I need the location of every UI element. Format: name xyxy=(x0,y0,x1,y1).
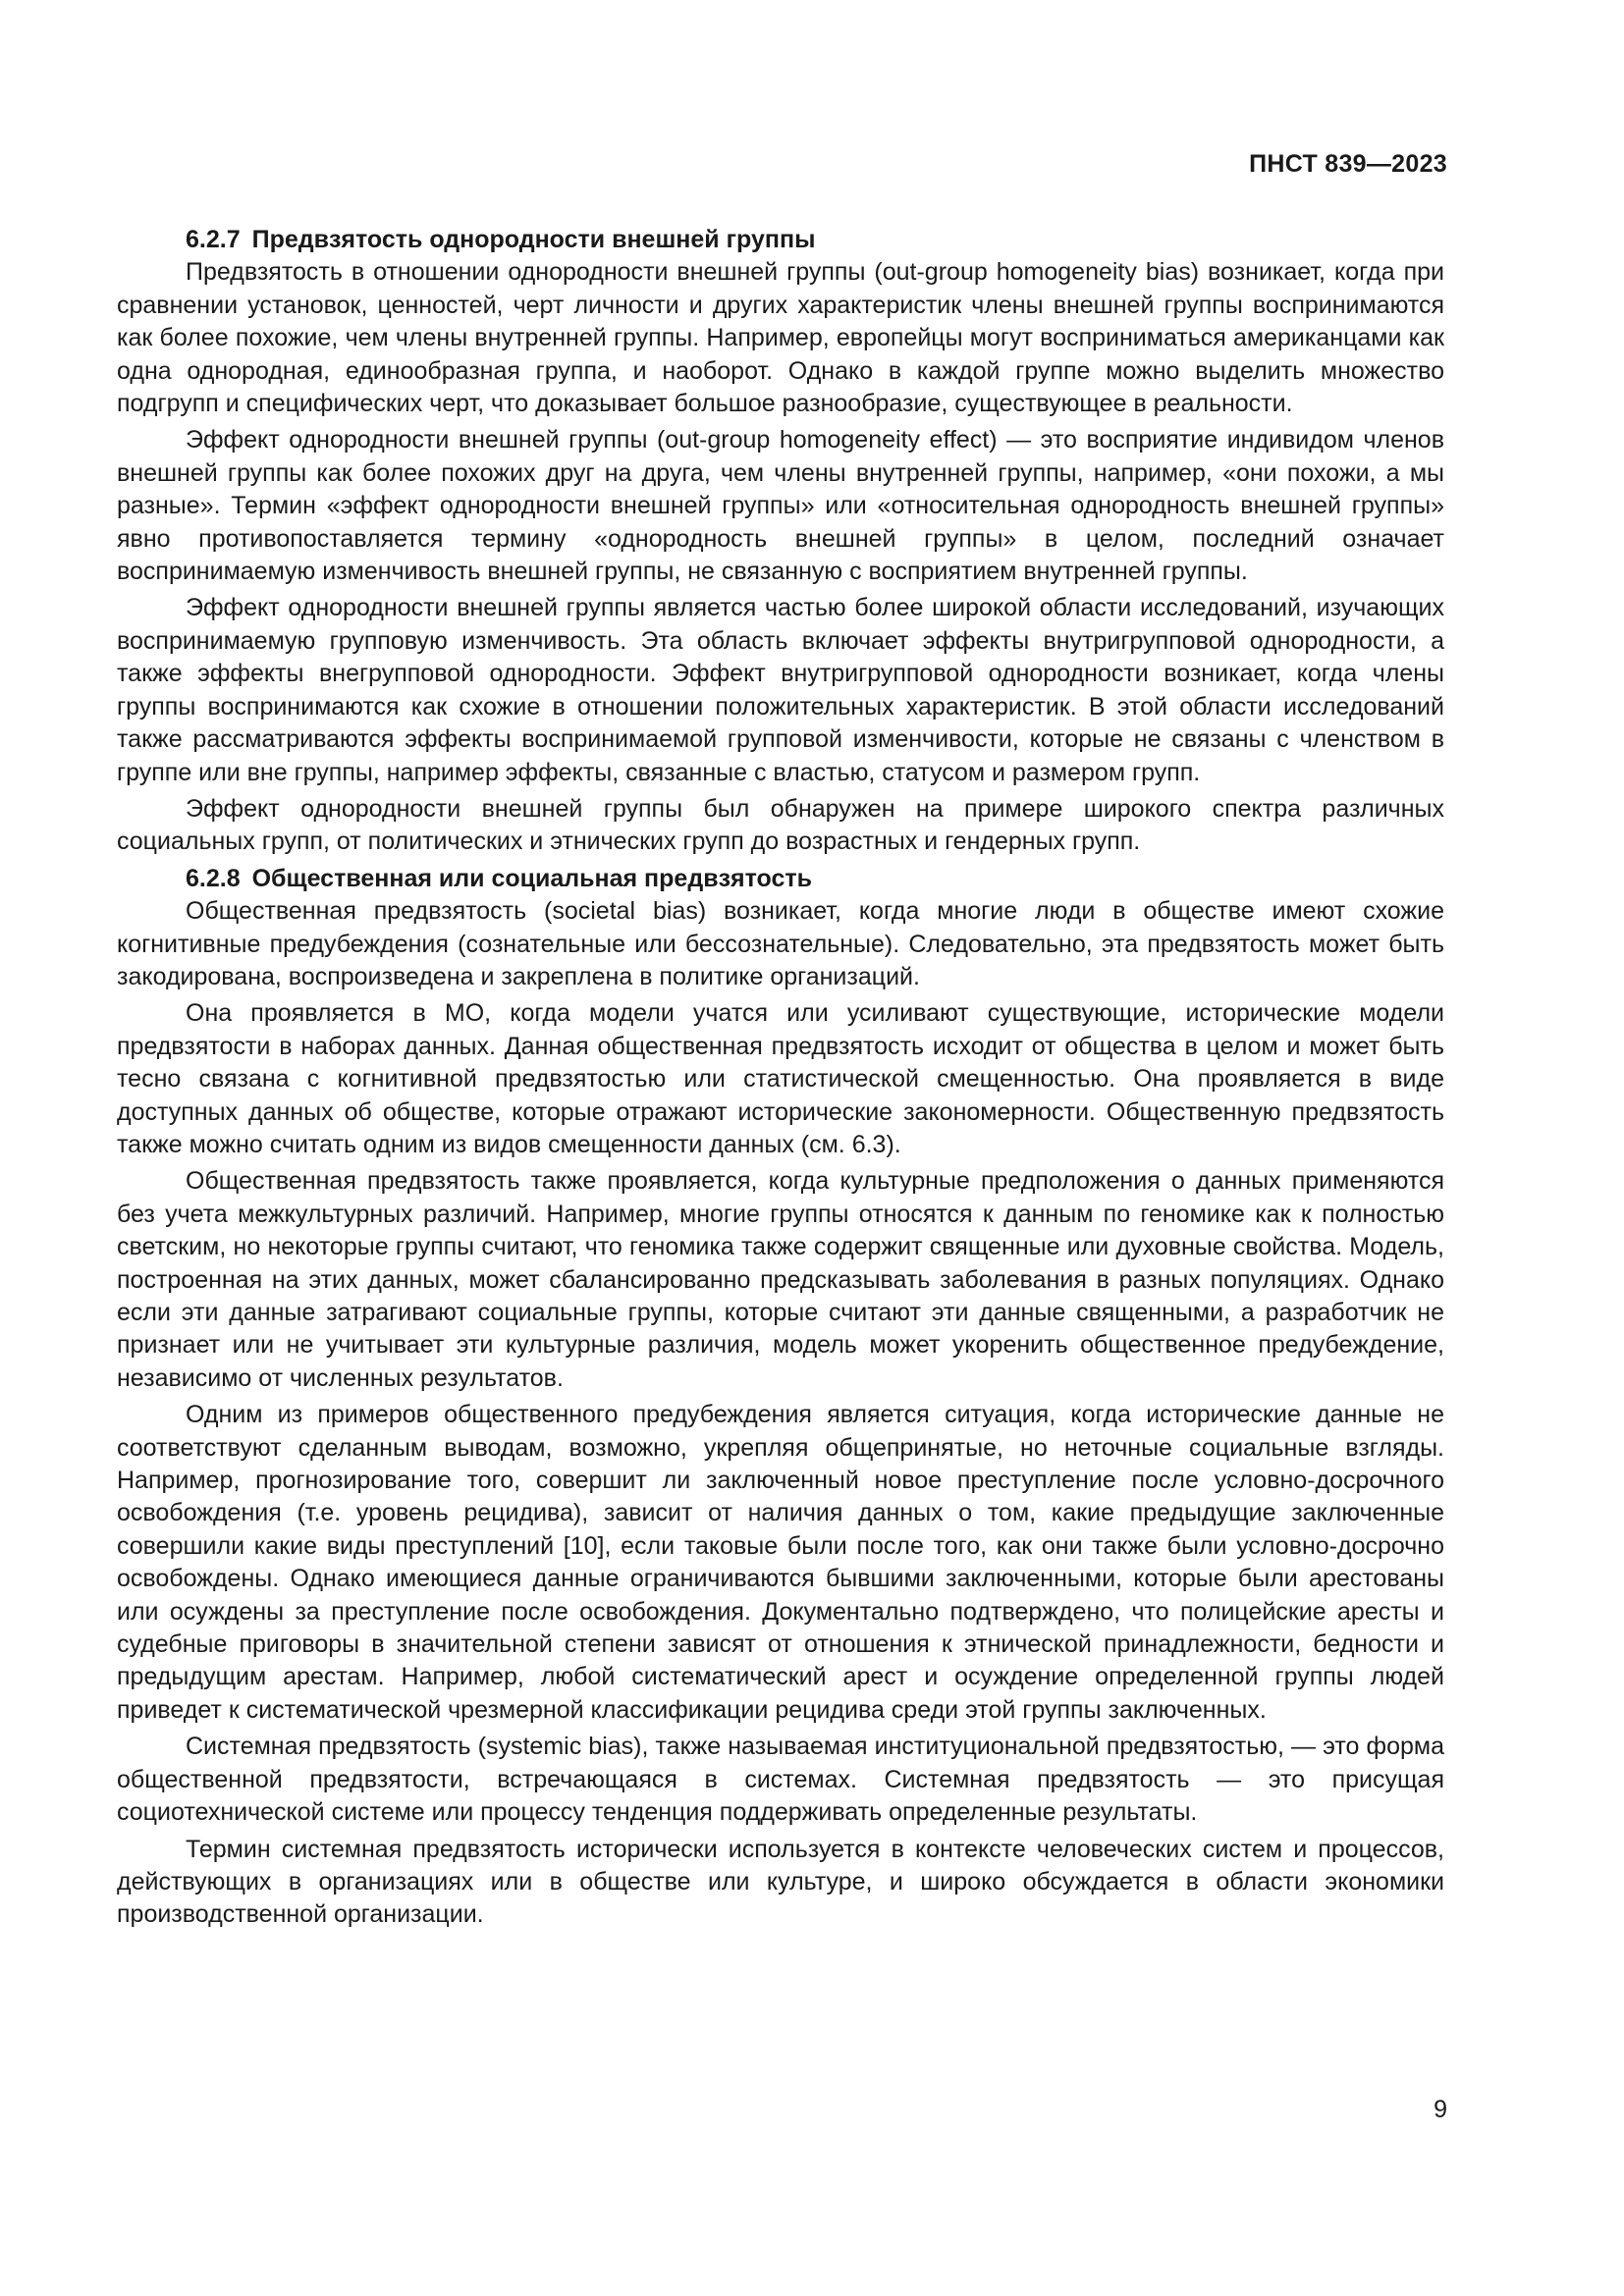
section-number: 6.2.7 xyxy=(186,226,241,253)
paragraph: Общественная предвзятость (societal bias) возникает, когда многие люди в обществе имеют схожие когнитивные предубеждения (сознательные или бессознательные). Следовательно, эта предвзятость может быть закодирована, воспроизведена и закреплена в политике организаций. xyxy=(117,897,1444,990)
section-number: 6.2.8 xyxy=(186,864,241,892)
paragraph: Системная предвзятость (systemic bias), также называемая институциональной предвзятостью, — это форма общественной предвзятости, встречающаяся в системах. Системная предвзятость — это присущая социотехнической системе или процессу тенденция поддерживать определенные результаты. xyxy=(117,1733,1444,1827)
paragraph: Эффект однородности внешней группы был обнаружен на примере широкого спектра различных социальных групп, от политических и этнических групп до возрастных и гендерных групп. xyxy=(117,794,1444,856)
page-number: 9 xyxy=(1434,2096,1447,2123)
paragraph: Она проявляется в МО, когда модели учатся или усиливают существующие, исторические модели предвзятости в наборах данных. Данная общественная предвзятость исходит от общества в целом и может быть тесно связана с когнитивной предвзятостью или статистической смещенностью. Она проявляется в виде доступных данных об обществе, которые отражают исторические закономерности. Общественную предвзятость также можно считать одним из видов смещенности данных (см. 6.3). xyxy=(117,999,1444,1158)
paragraph: Эффект однородности внешней группы (out-group homogeneity effect) — это восприятие индивидом членов внешней группы как более похожих друг на друга, чем члены внутренней группы, например, «они похожи, а мы разные». Термин «эффект однородности внешней группы» или «относительная однородность внешней группы» явно противопоставляется термину «однородность внешней группы» в целом, последний означает воспринимаемую изменчивость внешней группы, не связанную с восприятием внутренней группы. xyxy=(117,426,1444,586)
paragraph: Одним из примеров общественного предубеждения является ситуация, когда исторические данные не соответствуют сделанным выводам, возможно, укрепляя общепринятые, но неточные социальные взгляды. Например, прогнозирование того, совершит ли заключенный новое преступление после условно-досрочного освобождения (т.е. уровень рецидива), зависит от наличия данных о том, какие предыдущие заключенные совершили какие виды преступлений [10], если таковые были после того, как они также были условно-досрочно освобождены. Однако имеющиеся данные ограничиваются бывшими заключенными, которые были арестованы или осуждены за преступление после освобождения. Документально подтверждено, что полицейские аресты и судебные приговоры в значительной степени зависят от отношения к этнической принадлежности, бедности и предыдущим арестам. Например, любой систематический арест и осуждение определенной группы людей приведет к систематической чрезмерной классификации рецидива среди этой группы заключенных. xyxy=(117,1401,1444,1724)
paragraph: Предвзятость в отношении однородности внешней группы (out-group homogeneity bias) возникает, когда при сравнении установок, ценностей, черт личности и других характеристик члены внешней группы воспринимаются как более похожие, чем члены внутренней группы. Например, европейцы могут восприниматься американцами как одна однородная, единообразная группа, и наоборот. Однако в каждой группе можно выделить множество подгрупп и специфических черт, что доказывает большое разнообразие, существующее в реальности. xyxy=(117,258,1444,418)
section-title: Предвзятость однородности внешней группы xyxy=(251,226,816,253)
page-content xyxy=(117,224,1444,1936)
paragraph: Общественная предвзятость также проявляется, когда культурные предположения о данных применяются без учета межкультурных различий. Например, многие группы относятся к данным по геномике как к полностью светским, но некоторые группы считают, что геномика также содержит священные или духовные свойства. Модель, построенная на этих данных, может сбалансированно предсказывать заболевания в разных популяциях. Однако если эти данные затрагивают социальные группы, которые считают эти данные священными, а разработчик не признает или не учитывает эти культурные различия, модель может укоренить общественное предубеждение, независимо от численных результатов. xyxy=(117,1167,1444,1392)
paragraph: Термин системная предвзятость исторически используется в контексте человеческих систем и процессов, действующих в организациях или в обществе или культуре, и широко обсуждается в области экономики производственной организации. xyxy=(117,1835,1444,1929)
section-heading-6-2-8 xyxy=(117,863,1444,895)
document-id-header: ПНСТ 839—2023 xyxy=(1249,150,1447,178)
section-title: Общественная или социальная предвзятость xyxy=(251,864,812,892)
paragraph: Эффект однородности внешней группы является частью более широкой области исследований, изучающих воспринимаемую групповую изменчивость. Эта область включает эффекты внутригрупповой однородности, а также эффекты внегрупповой однородности. Эффект внутригрупповой однородности возникает, когда члены группы воспринимаются как схожие в отношении положительных характеристик. В этой области исследований также рассматриваются эффекты воспринимаемой групповой изменчивости, которые не связаны с членством в группе или вне группы, например эффекты, связанные с властью, статусом и размером групп. xyxy=(117,594,1444,786)
section-heading-6-2-7 xyxy=(117,224,1444,256)
